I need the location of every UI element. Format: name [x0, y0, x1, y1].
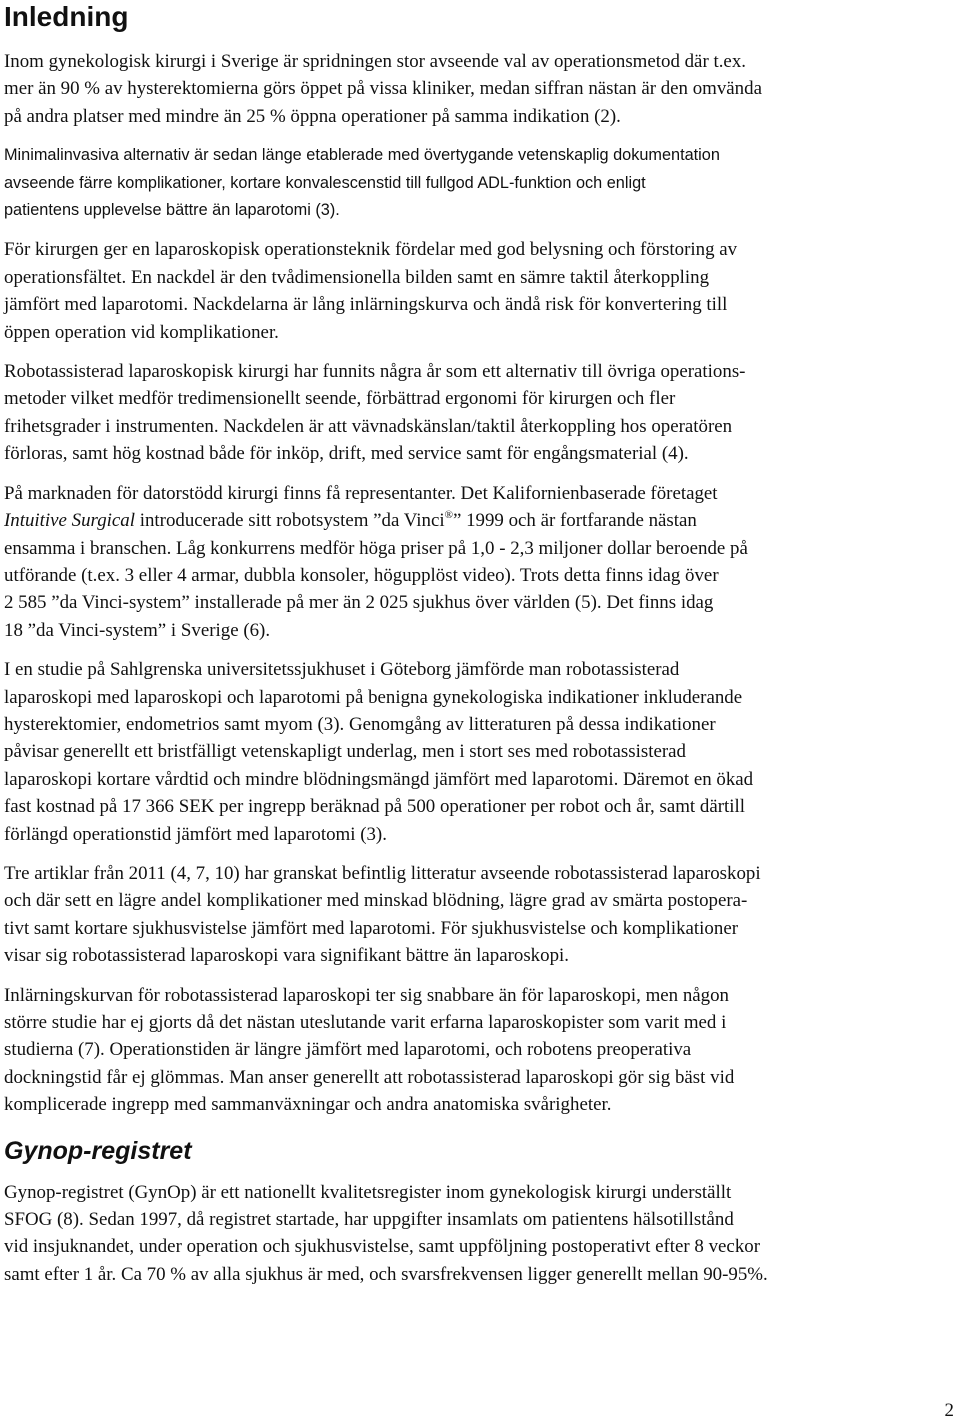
text-line: tivt samt kortare sjukhusvistelse jämfört med laparotomi. För sjukhusvistelse och komplikationer: [4, 917, 738, 939]
text-line: På marknaden för datorstödd kirurgi finns få representanter. Det Kalifornienbaserade företaget: [4, 482, 718, 504]
text-line: I en studie på Sahlgrenska universitetssjukhuset i Göteborg jämförde man robotassisterad: [4, 659, 680, 681]
paragraph-inlarningskurvan: [4, 982, 956, 1119]
text-line: förlängd operationstid jämfört med laparotomi (3).: [4, 823, 387, 845]
text-line: fast kostnad på 17 366 SEK per ingrepp beräknad på 500 operationer per robot och år, samt därtill: [4, 796, 746, 818]
document-page: [4, 0, 956, 1288]
text-fragment: introducerade sitt robotsystem ”da Vinci: [134, 510, 445, 532]
text-line: utförande (t.ex. 3 eller 4 armar, dubbla konsoler, högupplöst video). Trots detta finns idag över: [4, 564, 719, 586]
text-line: 18 ”da Vinci-system” i Sverige (6).: [4, 619, 271, 641]
paragraph-sahlgrenska: [4, 656, 956, 848]
text-line-composite: [4, 507, 956, 534]
page-number: 2: [944, 1400, 954, 1421]
text-line: laparoskopi med laparoskopi och laparotomi på benigna gynekologiska indikationer inkluderande: [4, 686, 743, 708]
text-line: Minimalinvasiva alternativ är sedan länge etablerade med övertygande vetenskaplig dokumentation: [4, 146, 720, 165]
company-name: Intuitive Surgical: [4, 510, 135, 532]
text-line: laparoskopi kortare vårdtid och mindre blödningsmängd jämfört med laparotomi. Däremot en ökad: [4, 768, 754, 790]
text-line: För kirurgen ger en laparoskopisk operationsteknik fördelar med god belysning och förstoring av: [4, 239, 738, 261]
paragraph-laparoskopi: [4, 236, 956, 346]
paragraph-minimalinvasiva: [4, 142, 956, 224]
text-line: vid insjuknandet, under operation och sjukhusvistelse, samt uppföljning postoperativt efter 8 veckor: [4, 1236, 760, 1258]
text-line: på andra platser med mindre än 25 % öppna operationer på samma indikation (2).: [4, 105, 621, 127]
text-line: visar sig robotassisterad laparoskopi vara signifikant bättre än laparoskopi.: [4, 945, 569, 967]
text-line: förloras, samt hög kostnad både för inköp, drift, med service samt för engångsmaterial (4).: [4, 443, 689, 465]
text-line: metoder vilket medför tredimensionellt seende, förbättrad ergonomi för kirurgen och fler: [4, 388, 676, 410]
paragraph-robotassisterad: [4, 358, 956, 468]
text-line: Inlärningskurvan för robotassisterad laparoskopi ter sig snabbare än för laparoskopi, men någon: [4, 984, 729, 1006]
registered-mark: ®: [444, 509, 453, 522]
text-line: samt efter 1 år. Ca 70 % av alla sjukhus är med, och svarsfrekvensen ligger generellt mellan 90-95%.: [4, 1263, 768, 1285]
text-line: öppen operation vid komplikationer.: [4, 321, 279, 343]
text-line: jämfört med laparotomi. Nackdelarna är lång inlärningskurva och ändå risk för konvertering till: [4, 294, 728, 316]
text-line: Gynop-registret (GynOp) är ett nationellt kvalitetsregister inom gynekologisk kirurgi underställt: [4, 1181, 732, 1203]
text-line: mer än 90 % av hysterektomierna görs öppet på vissa kliniker, medan siffran nästan är den omvända: [4, 78, 762, 100]
text-line: komplicerade ingrepp med sammanväxningar och andra anatomiska svårigheter.: [4, 1094, 612, 1116]
text-line: SFOG (8). Sedan 1997, då registret startade, har uppgifter insamlats om patientens hälsotillstånd: [4, 1209, 734, 1231]
paragraph-intro: [4, 48, 956, 130]
text-line: patientens upplevelse bättre än laparotomi (3).: [4, 201, 340, 220]
text-line: frihetsgrader i instrumenten. Nackdelen är att vävnadskänslan/taktil återkoppling hos operatören: [4, 415, 733, 437]
text-line: och där sett en lägre andel komplikationer med minskad blödning, lägre grad av smärta postopera-: [4, 890, 748, 912]
text-line: operationsfältet. En nackdel är den tvådimensionella bilden samt en sämre taktil återkoppling: [4, 266, 710, 288]
paragraph-artiklar: [4, 860, 956, 970]
text-line: Inom gynekologisk kirurgi i Sverige är spridningen stor avseende val av operationsmetod där t.ex.: [4, 51, 746, 72]
text-line: studierna (7). Operationstiden är längre jämfört med laparotomi, och robotens preoperativa: [4, 1039, 692, 1061]
text-line: hysterektomier, endometrios samt myom (3). Genomgång av litteraturen på dessa indikationer: [4, 713, 716, 735]
heading-gynop-registret: Gynop-registret: [4, 1136, 192, 1165]
heading-inledning: Inledning: [4, 1, 129, 32]
text-line: Tre artiklar från 2011 (4, 7, 10) har granskat befintlig litteratur avseende robotassisterad laparoskopi: [4, 862, 761, 884]
text-line: 2 585 ”da Vinci-system” installerade på mer än 2 025 sjukhus över världen (5). Det finns idag: [4, 592, 714, 614]
text-line: större studie har ej gjorts då det nästan uteslutande varit erfarna laparoskopister som varit med i: [4, 1012, 727, 1033]
text-line: påvisar generellt ett bristfälligt vetenskapligt underlag, men i stort ses med robotassisterad: [4, 741, 686, 763]
text-line: avseende färre komplikationer, kortare konvalescenstid till fullgod ADL-funktion och enligt: [4, 173, 646, 192]
text-line: ensamma i branschen. Låg konkurrens medför höga priser på 1,0 - 2,3 miljoner dollar beroende på: [4, 537, 748, 559]
text-line: Robotassisterad laparoskopisk kirurgi har funnits några år som ett alternativ till övriga operations-: [4, 361, 746, 383]
paragraph-gynop: [4, 1179, 956, 1289]
text-line: dockningstid får ej glömmas. Man anser generellt att robotassisterad laparoskopi gör sig bäst vid: [4, 1066, 735, 1088]
text-fragment: ” 1999 och är fortfarande nästan: [452, 510, 697, 532]
paragraph-marknaden: [4, 480, 956, 644]
